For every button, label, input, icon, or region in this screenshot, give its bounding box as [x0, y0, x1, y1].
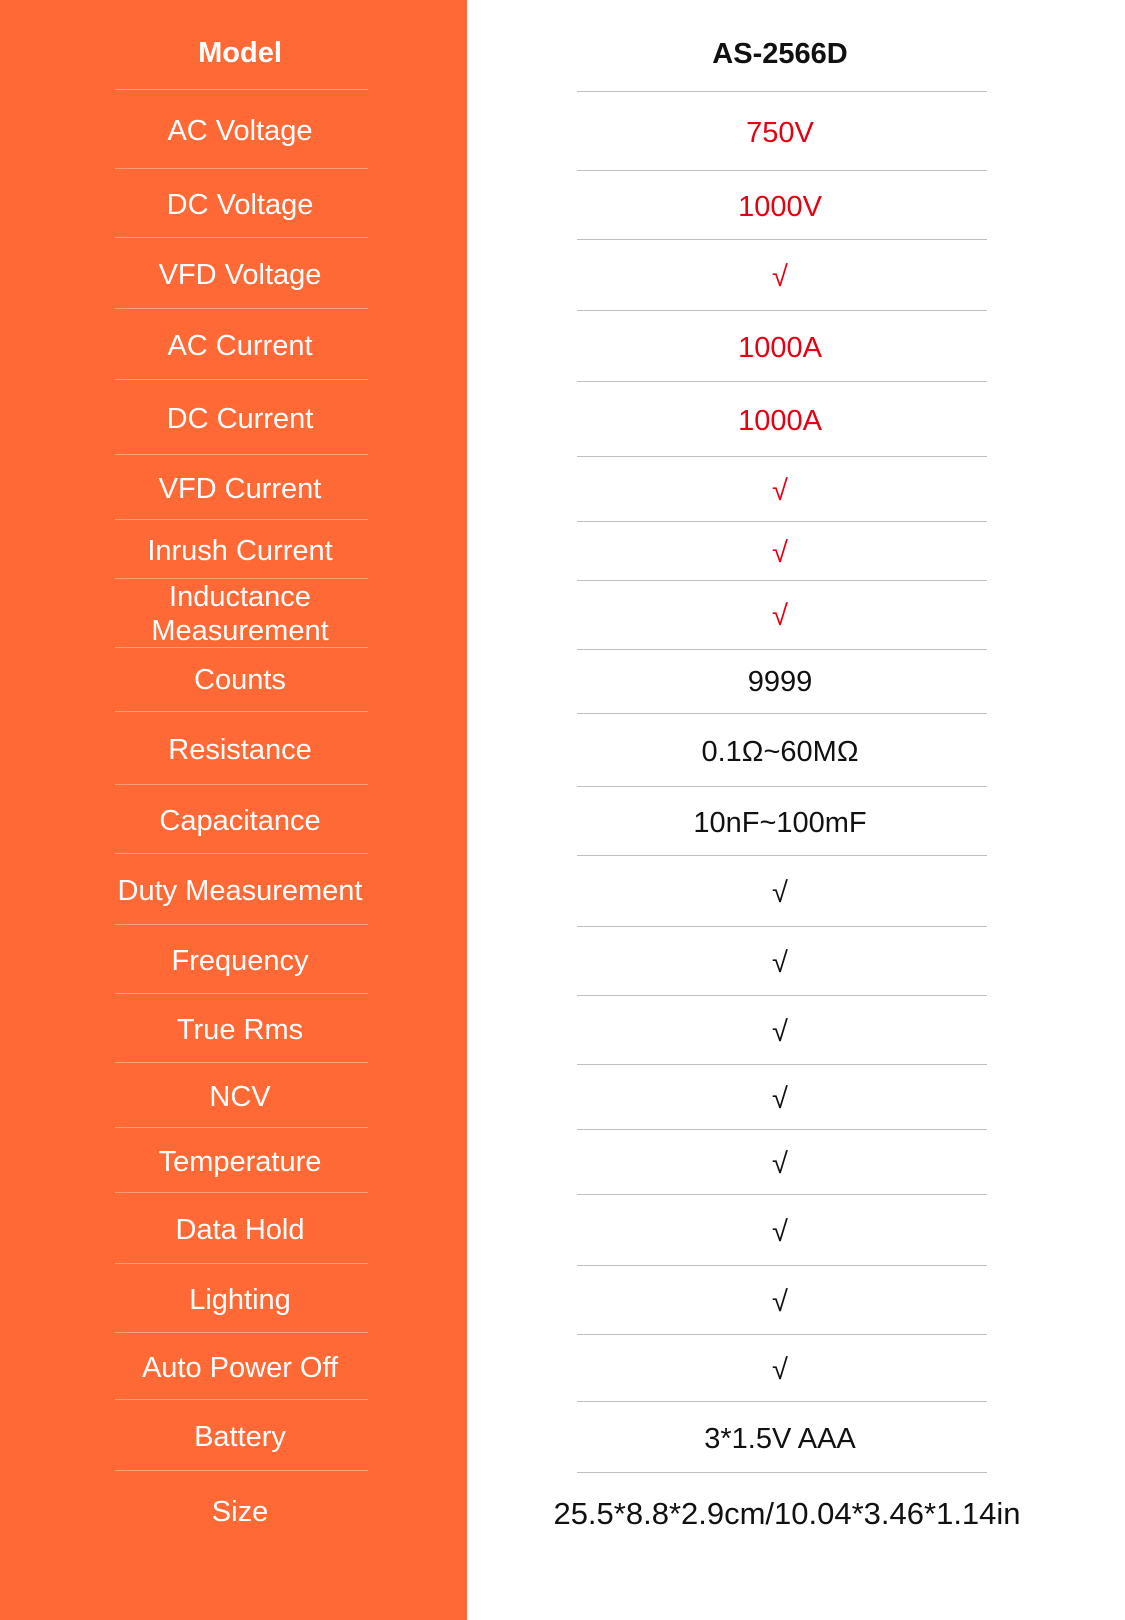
row-value-frequency: √ [772, 947, 788, 979]
row-value-ncv: √ [772, 1083, 788, 1115]
row-label-true-rms: True Rms [176, 1014, 304, 1046]
label-divider [115, 89, 368, 90]
row-value-temperature: √ [772, 1148, 788, 1180]
value-divider [577, 1064, 987, 1065]
label-divider [115, 853, 368, 854]
row-value-resistance: 0.1Ω~60MΩ [701, 736, 859, 768]
value-divider [577, 381, 987, 382]
value-divider [577, 995, 987, 996]
label-divider [115, 1127, 368, 1128]
label-divider [115, 993, 368, 994]
value-divider [577, 1265, 987, 1266]
value-divider [577, 91, 987, 92]
row-label-dc-voltage: DC Voltage [166, 189, 314, 221]
row-value-battery: 3*1.5V AAA [704, 1423, 856, 1455]
value-divider [577, 649, 987, 650]
row-label-inrush-current: Inrush Current [147, 535, 333, 567]
value-divider [577, 580, 987, 581]
row-value-true-rms: √ [772, 1016, 788, 1048]
row-value-vfd-current: √ [772, 475, 788, 507]
label-divider [115, 1332, 368, 1333]
value-divider [577, 456, 987, 457]
value-divider [577, 1401, 987, 1402]
row-value-capacitance: 10nF~100mF [693, 807, 867, 839]
label-divider [115, 168, 368, 169]
label-divider [115, 519, 368, 520]
row-value-duty-measurement: √ [772, 877, 788, 909]
label-divider [115, 237, 368, 238]
label-divider [115, 1192, 368, 1193]
label-divider [115, 711, 368, 712]
label-divider [115, 1062, 368, 1063]
row-value-data-hold: √ [772, 1216, 788, 1248]
row-value-size: 25.5*8.8*2.9cm/10.04*3.46*1.14in [553, 1496, 1021, 1531]
label-divider [115, 454, 368, 455]
row-label-size: Size [211, 1496, 269, 1528]
header-value: AS-2566D [712, 38, 848, 70]
label-divider [115, 1470, 368, 1471]
row-label-vfd-current: VFD Current [158, 473, 322, 505]
row-label-data-hold: Data Hold [175, 1214, 305, 1246]
row-value-dc-current: 1000A [738, 405, 822, 437]
value-divider [577, 1194, 987, 1195]
row-label-frequency: Frequency [171, 945, 309, 977]
row-label-ac-voltage: AC Voltage [167, 115, 313, 147]
value-panel [467, 0, 1125, 1620]
value-divider [577, 1334, 987, 1335]
row-label-auto-power-off: Auto Power Off [141, 1352, 339, 1384]
row-value-lighting: √ [772, 1286, 788, 1318]
row-value-ac-voltage: 750V [746, 117, 814, 149]
row-value-counts: 9999 [747, 666, 813, 698]
label-divider [115, 578, 368, 579]
row-value-inductance-measurement: √ [772, 600, 788, 632]
row-value-inrush-current: √ [772, 537, 788, 569]
row-label-dc-current: DC Current [166, 403, 314, 435]
header-label: Model [198, 37, 282, 69]
value-divider [577, 239, 987, 240]
row-label-ncv: NCV [209, 1081, 271, 1113]
row-label-capacitance: Capacitance [159, 805, 321, 837]
label-divider [115, 379, 368, 380]
value-divider [577, 786, 987, 787]
value-divider [577, 713, 987, 714]
label-divider [115, 308, 368, 309]
row-label-vfd-voltage: VFD Voltage [158, 259, 322, 291]
row-label-counts: Counts [194, 664, 286, 696]
row-value-ac-current: 1000A [738, 332, 822, 364]
value-divider [577, 521, 987, 522]
label-divider [115, 1399, 368, 1400]
row-value-vfd-voltage: √ [772, 261, 788, 293]
value-divider [577, 310, 987, 311]
row-label-inductance-measurement: Inductance Measurement [151, 581, 329, 647]
value-divider [577, 170, 987, 171]
row-label-ac-current: AC Current [167, 330, 313, 362]
label-divider [115, 784, 368, 785]
row-label-duty-measurement: Duty Measurement [117, 875, 363, 907]
row-label-temperature: Temperature [158, 1146, 322, 1178]
row-label-resistance: Resistance [168, 734, 312, 766]
label-divider [115, 924, 368, 925]
row-value-dc-voltage: 1000V [738, 191, 822, 223]
row-label-lighting: Lighting [189, 1284, 291, 1316]
row-value-auto-power-off: √ [772, 1354, 788, 1386]
value-divider [577, 926, 987, 927]
value-divider [577, 1472, 987, 1473]
value-divider [577, 1129, 987, 1130]
label-divider [115, 1263, 368, 1264]
label-divider [115, 647, 368, 648]
value-divider [577, 855, 987, 856]
row-label-battery: Battery [194, 1421, 286, 1453]
label-panel [0, 0, 467, 1620]
